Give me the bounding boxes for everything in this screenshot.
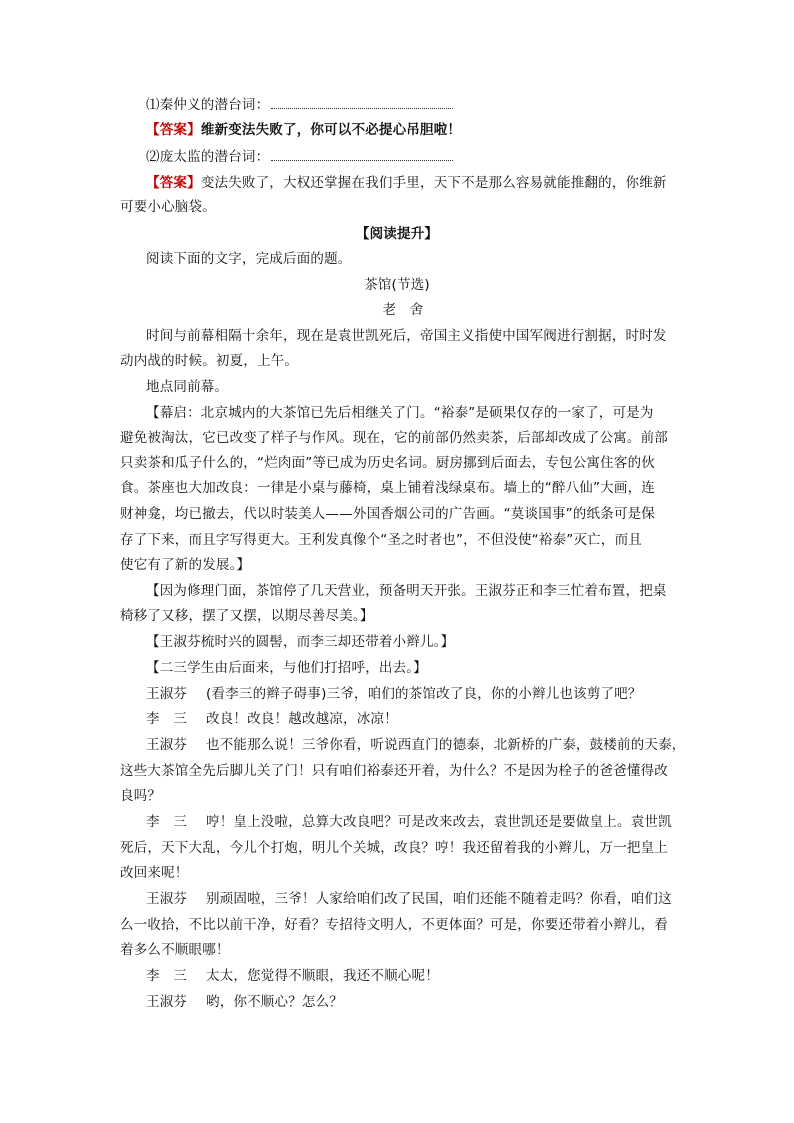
answer-2 (146, 173, 667, 193)
intro-line-2: 动内战的时候。初夏，上午。 (120, 353, 299, 369)
instruction: 阅读下面的文字，完成后面的题。 (146, 251, 352, 267)
section-heading: 【阅读提升】 (355, 226, 439, 242)
curtain-line-4: 食。茶座也大加改良：一律是小桌与藤椅，桌上铺着浅绿桌布。墙上的“醉八仙”大画，连 (120, 480, 655, 496)
dialogue-2 (146, 709, 398, 729)
dialogue-1 (146, 684, 642, 704)
answer-2-tag: 【答案】 (146, 175, 201, 191)
dialogue-text: (看李三的辫子碍事)三爷，咱们的茶馆改了良，你的小辫儿也该剪了吧？ (206, 686, 642, 702)
dialogue-4-line-3: 改回来呢！ (120, 865, 189, 881)
dialogue-text: 别顽固啦，三爷！人家给咱们改了民国，咱们还能不随着走吗？你看，咱们这 (206, 891, 672, 907)
dialogue-text: 改良！改良！越改越凉，冰凉！ (206, 711, 398, 727)
curtain-line-3: 只卖茶和瓜子什么的，“烂肉面”等已成为历史名词。厨房挪到后面去，专包公寓住客的伙 (120, 455, 655, 471)
curtain-line-7: 使它有了新的发展。】 (120, 557, 251, 573)
answer-1-text: 维新变法失败了，你可以不必提心吊胆啦！ (200, 122, 462, 138)
answer-blank-2 (271, 148, 453, 161)
dialogue-3-line-2: 这些大茶馆全先后脚儿关了门！只有咱们裕泰还开着，为什么？不是因为栓子的爸爸懂得改 (120, 763, 668, 779)
curtain-line-1: 【幕启：北京城内的大茶馆已先后相继关了门。“裕泰”是硕果仅存的一家了，可是为 (146, 405, 654, 421)
answer-1-tag: 【答案】 (146, 122, 201, 138)
dialogue-5 (146, 889, 672, 909)
dialogue-4-line-2: 死后，天下大乱，今儿个打炮，明儿个关城，改良？哼！我还留着我的小辫儿，万一把皇上 (120, 840, 668, 856)
dialogue-speaker: 王淑芬 (146, 994, 188, 1010)
dialogue-6 (146, 966, 439, 986)
dialogue-text: 太太，您觉得不顺眼，我还不顺心呢！ (206, 968, 439, 984)
question-1 (146, 95, 453, 115)
dialogue-speaker: 李 三 (146, 711, 188, 727)
answer-blank-1 (271, 96, 453, 109)
dialogue-7 (146, 992, 343, 1012)
stage-direction-1-line-1: 【因为修理门面，茶馆停了几天营业，预备明天开张。王淑芬正和李三忙着布置，把桌 (146, 583, 667, 599)
curtain-line-2: 避免被淘汰，它已改变了样子与作风。现在，它的前部仍然卖茶，后部却改成了公寓。前部 (120, 430, 668, 446)
dialogue-text: 哼！皇上没啦，总算大改良吧？可是改来改去，袁世凯还是要做皇上。袁世凯 (206, 814, 672, 830)
passage-title: 茶馆(节选) (364, 277, 430, 293)
answer-1 (146, 120, 461, 140)
dialogue-speaker: 王淑芬 (146, 686, 188, 702)
stage-direction-3: 【二三学生由后面来，与他们打招呼，出去。】 (146, 660, 427, 676)
dialogue-3 (146, 735, 686, 755)
stage-direction-1-line-2: 椅移了又移，摆了又摆，以期尽善尽美。】 (120, 608, 374, 624)
stage-direction-2: 【王淑芬梳时兴的圆髻，而李三却还带着小辫儿。】 (146, 634, 455, 650)
dialogue-3-line-3: 良吗？ (120, 788, 162, 804)
intro-line-1: 时间与前幕相隔十余年，现在是袁世凯死后，帝国主义指使中国军阀进行割据，时时发 (146, 328, 667, 344)
dialogue-text: 也不能那么说！三爷你看，听说西直门的德泰，北新桥的广泰，鼓楼前的天泰， (206, 737, 686, 753)
question-2 (146, 147, 453, 167)
dialogue-5-line-3: 着多么不顺眼哪！ (120, 942, 230, 958)
question-2-label: ⑵庞太监的潜台词： (146, 149, 270, 165)
passage-author: 老 舍 (382, 302, 424, 318)
dialogue-text: 哟，你不顺心？怎么？ (206, 994, 343, 1010)
dialogue-speaker: 王淑芬 (146, 737, 188, 753)
dialogue-speaker: 李 三 (146, 968, 188, 984)
dialogue-speaker: 李 三 (146, 814, 188, 830)
dialogue-speaker: 王淑芬 (146, 891, 188, 907)
answer-2-line2: 可要小心脑袋。 (120, 199, 216, 215)
curtain-line-6: 存了下来，而且字写得更大。王利发真像个“圣之时者也”，不但没使“裕泰”灭亡，而且 (120, 532, 642, 548)
answer-2-text-line1: 变法失败了，大权还掌握在我们手里，天下不是那么容易就能推翻的，你维新 (200, 175, 667, 191)
curtain-line-5: 财神龛，均已撤去，代以时装美人——外国香烟公司的广告画。“莫谈国事”的纸条可是保 (120, 506, 655, 522)
dialogue-5-line-2: 么一收拾，不比以前干净，好看？专招待文明人，不更体面？可是，你要还带着小辫儿，看 (120, 917, 668, 933)
question-1-label: ⑴秦仲义的潜台词： (146, 97, 270, 113)
place-line: 地点同前幕。 (146, 379, 229, 395)
dialogue-4 (146, 812, 672, 832)
